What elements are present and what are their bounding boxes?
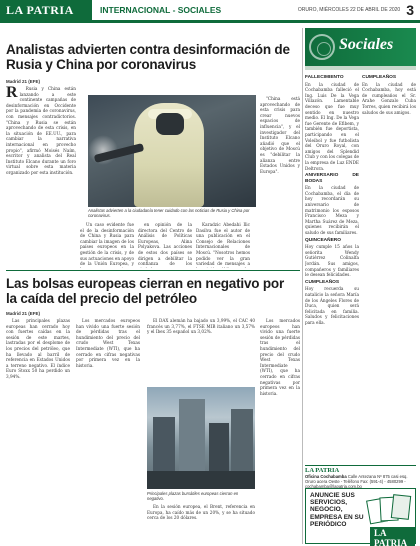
article1-col3 [138,222,192,268]
article2-col3 [147,318,255,384]
article-divider [6,270,300,271]
article2-col4 [147,504,255,544]
newspaper-logo: LA PATRIA [0,0,92,20]
article1-col2-text: Un caso evidente fue el de la desinformación de China y Rusia para cambiar la imagen de los países europeos en la gestión de la crisis, y de sus actuaciones en apoyo de la Unión Europea, y [80,222,134,267]
page-number: 3 [406,2,414,18]
section-text: En la ciudad de Cochabamba, hoy está de cumpleaños el Sr. Arahe Gonzalo Cuba Torres, quien recibirá los saludos de sus amigos. [362,81,416,115]
office-box [305,465,416,489]
section-text: En la ciudad de Cochabamba falleció el Ing. Luis De la Vega Villazón. Lamentable deceso que fue muy sentido en nuestro medio. El Ing. De la Vega fue Gerente de Efibem, y también fue deportista, participando en el Voleibol y fue futbolista del Oruro Royal, con amigos del Splendid Club y con los colegas de la empresa de Luz ENDE Deltrora. [305,81,359,171]
section-title: FALLECIMIENTO [305,75,344,80]
sociales-col1 [305,73,359,461]
section-title: CUMPLEAÑOS [305,279,340,285]
article1-col1 [6,86,76,268]
article2-byline: Madrid 21 (EFE) [6,311,41,316]
header-right [242,0,420,20]
article2-col1-text: Las principales plazas europeas han cerrado hoy con fuertes caídas en la sesión de este martes, lastradas por el desplome de los precios del petróleo, que ha llevado al barril de referencia en Estados Unidos a terreno negativo. El índice Euro Stoxx 50 ha perdido un 3,94%. [6,318,70,379]
office-logo: LA PATRIA [305,465,416,474]
section-title: QUINCEAÑERO [305,237,341,243]
article2-col3-text: El DAX alemán ha bajado un 3,99%, el CAC 40 francés un 3,77%, el FTSE MIB italiano un 3,57% y el Ibex 35 español un 3,02%. [147,318,255,335]
newspaper-pages-icon [368,495,410,523]
column-divider [302,28,303,544]
article1-col4 [196,222,250,268]
header-rule [0,20,420,23]
sociales-banner [305,28,416,66]
dropcap: R [6,86,18,101]
article2-headline: Las bolsas europeas cierran en negativo por la caída del precio del petróleo [6,276,284,306]
article1-photo [88,95,256,207]
article2-photo [147,387,255,489]
section-text: Hoy cumple 15 años la señorita Wendy Gutiérrez Colinalfa Jordán. Sus amigos, compañeros y familiares le desean felicidades. [305,244,359,278]
article1-col5 [260,96,300,268]
article1-byline: Madrid 21 (EFE) [6,79,41,84]
sociales-col2 [362,73,416,461]
office-title: Oficina Cochabamba [305,474,347,479]
section-title: CUMPLEAÑOS [362,75,397,80]
article1-caption: Analistas advierten a la ciudadanía tener cuidado con las noticias de Rusia y China por coronavirus. [88,208,250,219]
section-title: ANIVERSARIO DE BODAS [305,173,359,184]
office-address: Calle Antezana Nº 875 casi esq. Oruro acera Oeste - Teléfono Fax: (591-4) - 4580299 - cochabamba@lapatria.com.bo [305,474,408,489]
article1-col4-text: Karadzic Abedahi Ilic Dasilva fue el autor de una publicación en el Consejo de Relaciones Internacionales de Moscú. "Nosotros hemos podido ver la gran variedad de mensajes a [196,222,250,267]
issue-date: ORURO, MIÉRCOLES 22 DE ABRIL DE 2020 [297,7,401,13]
ad-logo: LA PATRIA [370,527,415,546]
article1-headline: Analistas advierten contra desinformación de Rusia y China por coronavirus [6,42,290,72]
decorative-ring-small-icon [317,42,331,56]
advertisement-box[interactable] [305,488,416,544]
article1-col3-text: en opinión de la directora del Centro de Análisis de Políticas Europeas, Alina Polyakova. Las acciones de estos dos países se dirigen a debilitar la confianza de los [138,222,192,267]
article2-col1 [6,318,70,542]
article2-col4-text: En la sesión europea, el Brent, referencia en Europa, ha caído más de un 20%, y se ha situado cerca de los 20 dólares. [147,504,255,521]
page-header [0,0,420,20]
article1-col2 [80,222,134,268]
section-text: En la ciudad de Cochabamba, el día de hoy recordarán su aniversario de matrimonio los esposos Francisco Meza y Martha Suárez de Meza, quienes recibirán el saludo de sus familiares. [305,185,359,236]
article1-col1-text: Rusia y China están lanzando a este continente campañas de desinformación en Occidente por la pandemia de coronavirus, con mensajes contradictorios. "China y Rusia se están aprovechando de esta crisis, en la situación de EE.UU., para cambiar la narrativa internacional en provecho propio", afirmó Moisés Naím, escritor y analista del Real Instituto Elcano durante un foro virtual sobre esta materia organizado por esta institución. [6,86,76,175]
section-label: INTERNACIONAL - SOCIALES [92,0,242,20]
banner-stripe [305,66,416,70]
section-text: Hoy recuerda su natalicio la señora María de los Ángeles Flores de Duca, quien será felicitada en familia. Saludos y felicitaciones para ella. [305,286,359,325]
article2-col2 [76,318,140,542]
sociales-title: Sociales [339,36,394,53]
article2-col2-text: Los mercados europeos han vivido una fuerte sesión de pérdidas tras el hundimiento del precio del crudo West Texas Intermediate (WTI), que ha cerrado en cifras negativas por primera vez en la historia. [76,318,140,368]
ad-text: ANUNCIE SUS SERVICIOS, NEGOCIO, EMPRESA EN SU PERIÓDICO [310,492,364,528]
article2-col5 [260,318,300,542]
article1-col5-text: "China está aprovechando de esta crisis para crear nuevos espacios de influencia", y el investigador del Instituto Elcano añadió que el objetivo de Moscú es "debilitar la alianza entre Estados Unidos y Europa". [260,96,300,174]
article2-col5-text: Los mercados europeos han vivido una fuerte sesión de pérdidas tras el hundimiento del precio del crudo West Texas Intermediate (WTI), que ha cerrado en cifras negativas por primera vez en la historia. [260,318,300,396]
office-info [305,474,416,489]
article2-caption: Principales plazas bursátiles europeas cierran en negativo. [147,491,239,502]
